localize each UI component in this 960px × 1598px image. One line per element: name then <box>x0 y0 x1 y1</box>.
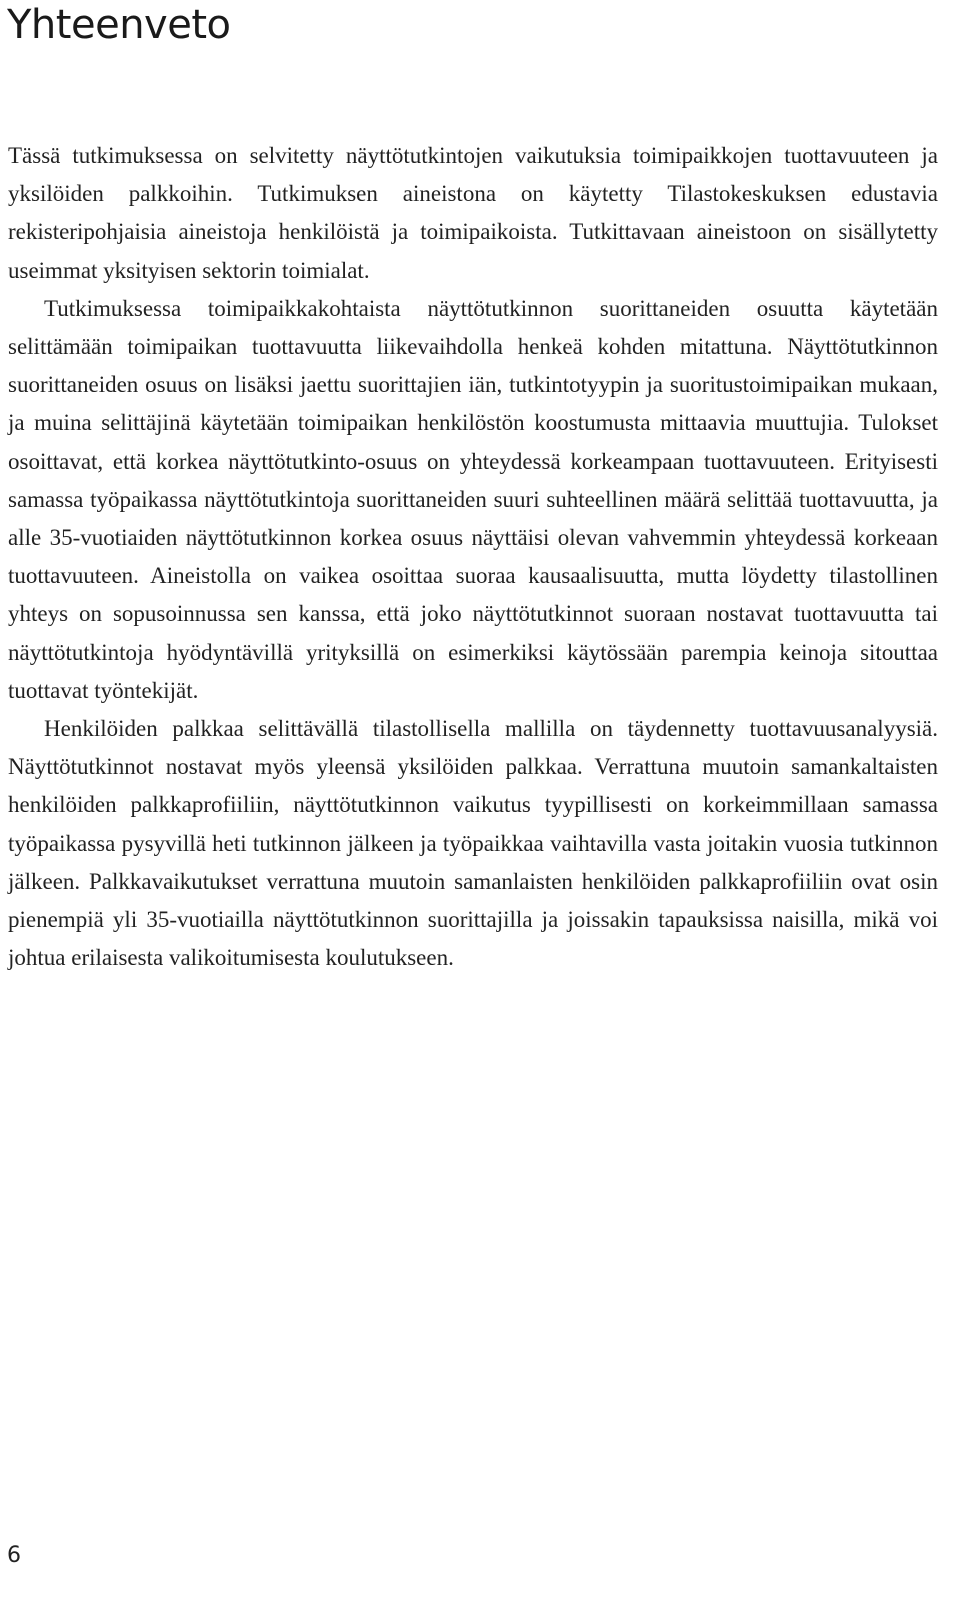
summary-body <box>8 137 938 977</box>
summary-paragraph-2: Tutkimuksessa toimipaikkakohtaista näyttötutkinnon suorittaneiden osuutta käytetään selittämään toimipaikan tuottavuutta liikevaihdolla henkeä kohden mitattuna. Näyttötutkinnon suorittaneiden osuus on lisäksi jaettu suorittajien iän, tutkintotyypin ja suoritustoimipaikan mukaan, ja muina selittäjinä käytetään toimipaikan henkilöstön koostumusta mittaavia muuttujia. Tulokset osoittavat, että korkea näyttötutkinto-osuus on yhteydessä korkeampaan tuottavuuteen. Erityisesti samassa työpaikassa näyttötutkintoja suorittaneiden suuri suhteellinen määrä selittää tuottavuutta, ja alle 35-vuotiaiden näyttötutkinnon korkea osuus näyttäisi olevan vahvemmin yhteydessä korkeaan tuottavuuteen. Aineistolla on vaikea osoittaa suoraa kausaalisuutta, mutta löydetty tilastollinen yhteys on sopusoinnussa sen kanssa, että joko näyttötutkinnot suoraan nostavat tuottavuutta tai näyttötutkintoja hyödyntävillä yrityksillä on esimerkiksi käytössään parempia keinoja sitouttaa tuottavat työntekijät. <box>8 295 938 703</box>
page-number: 6 <box>7 1543 21 1568</box>
summary-paragraph-1: Tässä tutkimuksessa on selvitetty näyttötutkintojen vaikutuksia toimipaikkojen tuottavuuteen ja yksilöiden palkkoihin. Tutkimuksen aineistona on käytetty Tilastokeskuksen edustavia rekisteripohjaisia aineistoja henkilöistä ja toimipaikoista. Tutkittavaan aineistoon on sisällytetty useimmat yksityisen sektorin toimialat. <box>8 143 938 283</box>
page-title: Yhteenveto <box>7 2 231 48</box>
summary-paragraph-3: Henkilöiden palkkaa selittävällä tilastollisella mallilla on täydennetty tuottavuusanalyysiä. Näyttötutkinnot nostavat myös yleensä yksilöiden palkkaa. Verrattuna muutoin samankaltaisten henkilöiden palkkaprofiiliin, näyttötutkinnon vaikutus tyypillisesti on korkeimmillaan samassa työpaikassa pysyvillä heti tutkinnon jälkeen ja työpaikkaa vaihtavilla vasta joitakin vuosia tutkinnon jälkeen. Palkkavaikutukset verrattuna muutoin samanlaisten henkilöiden palkkaprofiiliin ovat osin pienempiä yli 35-vuotiailla näyttötutkinnon suorittajilla ja joissakin tapauksissa naisilla, mikä voi johtua erilaisesta valikoitumisesta koulutukseen. <box>8 716 938 971</box>
